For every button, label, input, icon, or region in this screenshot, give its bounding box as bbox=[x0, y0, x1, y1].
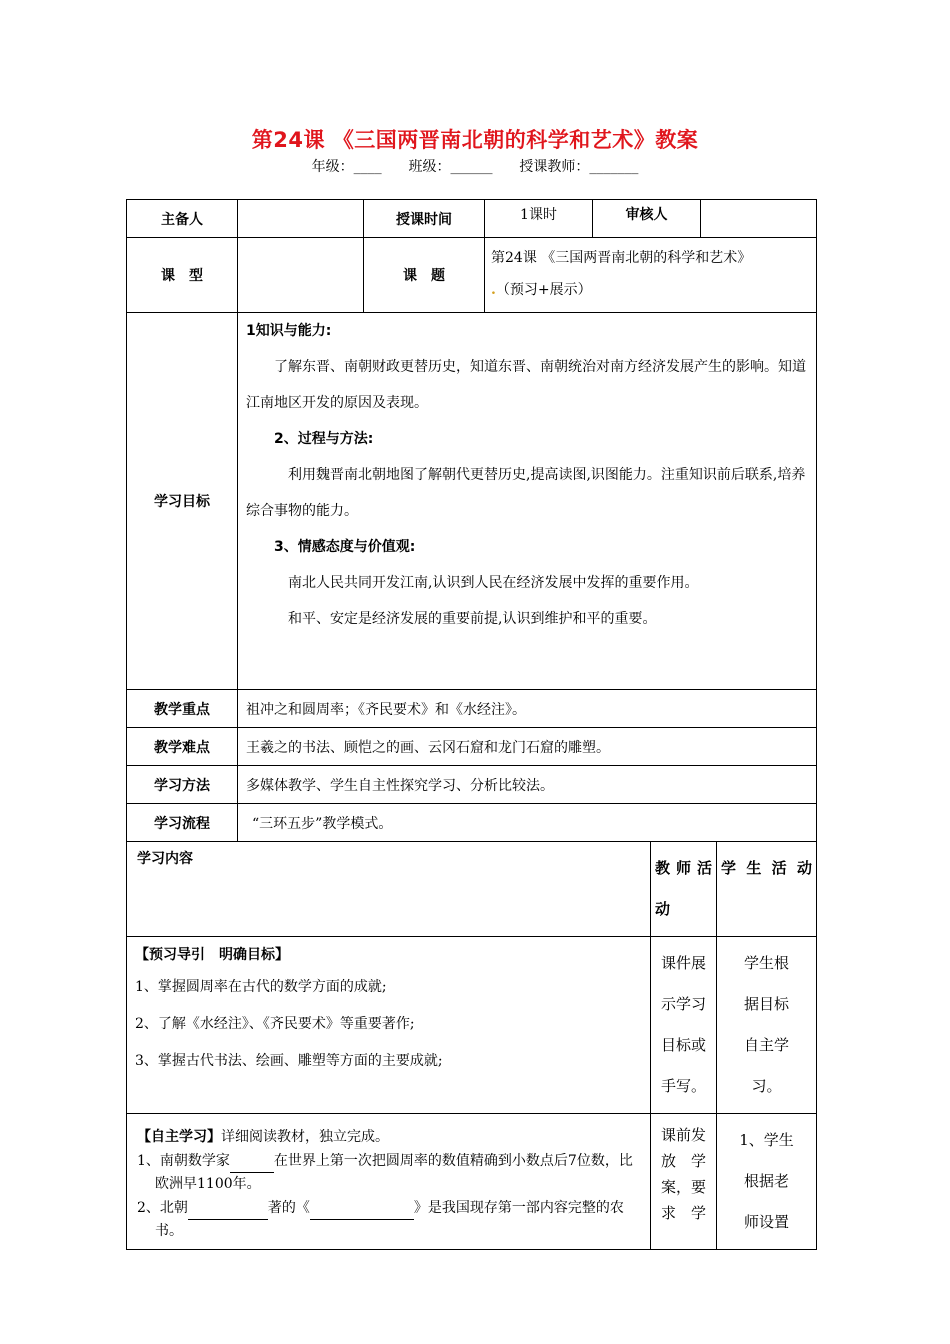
time-label: 授课时间 bbox=[364, 200, 485, 238]
reviewer-value[interactable] bbox=[701, 200, 817, 238]
selfstudy-row bbox=[127, 1114, 817, 1250]
lesson-plan-table bbox=[126, 199, 817, 1250]
activity-line: 学生根 bbox=[743, 954, 789, 972]
activity-line: 据目标 bbox=[743, 995, 789, 1013]
preview-item: 1、掌握圆周率在古代的数学方面的成就; bbox=[135, 979, 387, 995]
activity-line: 案，要 bbox=[660, 1178, 706, 1196]
teacher-activity-header bbox=[651, 842, 717, 937]
topic-value bbox=[485, 238, 817, 313]
bullet-dot-icon: . bbox=[491, 282, 496, 298]
q2-middle: 著的《 bbox=[267, 1200, 310, 1216]
objective-text-1: 了解东晋、南朝财政更替历史，知道东晋、南朝统治对南方经济发展产生的影响。知道江南地区开发的原因及表现。 bbox=[246, 359, 806, 411]
selfstudy-content bbox=[127, 1114, 651, 1250]
header-fields bbox=[0, 156, 950, 176]
topic-label: 课 题 bbox=[364, 238, 485, 313]
objectives-row bbox=[127, 313, 817, 690]
teacher-activity-header-text: 教师活动 bbox=[655, 859, 712, 918]
flow-label: 学习流程 bbox=[127, 804, 238, 842]
content-label: 学习内容 bbox=[127, 842, 651, 937]
q2-suffix: 》是我国现存第一部内容完整的农书。 bbox=[155, 1200, 624, 1239]
method-value: 多媒体教学、学生自主性探究学习、分析比较法。 bbox=[238, 766, 817, 804]
type-value[interactable] bbox=[238, 238, 364, 313]
preview-student-activity bbox=[717, 937, 817, 1114]
method-label: 学习方法 bbox=[127, 766, 238, 804]
content-header-row bbox=[127, 842, 817, 937]
selfstudy-intro-line bbox=[137, 1126, 642, 1149]
info-row-1 bbox=[127, 200, 817, 238]
class-blank: ______ bbox=[450, 159, 493, 175]
activity-line: 自主学 bbox=[743, 1036, 789, 1054]
topic-line-2-wrap bbox=[491, 274, 810, 306]
preview-heading: 【预习导引 明确目标】 bbox=[135, 947, 289, 963]
objective-heading-2: 2、过程与方法: bbox=[274, 431, 374, 447]
selfstudy-question-2 bbox=[137, 1196, 642, 1243]
activity-line: 1、学生 bbox=[739, 1131, 794, 1149]
objective-text-2: 利用魏晋南北朝地图了解朝代更替历史,提高读图,识图能力。注重知识前后联系,培养综合事物的能力。 bbox=[246, 467, 806, 519]
q1-prefix: 1、南朝数学家 bbox=[137, 1153, 230, 1169]
objectives-label: 学习目标 bbox=[127, 313, 238, 690]
teacher-label: 授课教师： bbox=[519, 159, 590, 175]
activity-line: 习。 bbox=[751, 1077, 782, 1095]
key-point-row bbox=[127, 690, 817, 728]
selfstudy-teacher-activity bbox=[651, 1114, 717, 1250]
difficulty-row bbox=[127, 728, 817, 766]
q2-author-blank[interactable] bbox=[188, 1196, 268, 1220]
key-point-value: 祖冲之和圆周率；《齐民要术》和《水经注》。 bbox=[238, 690, 817, 728]
preview-item: 2、了解《水经注》、《齐民要术》等重要著作; bbox=[135, 1016, 415, 1032]
grade-label: 年级： bbox=[311, 159, 354, 175]
activity-line: 放 学 bbox=[660, 1152, 706, 1170]
preview-content bbox=[127, 937, 651, 1114]
type-label-text: 课 型 bbox=[161, 268, 203, 284]
grade-blank: ____ bbox=[353, 159, 382, 175]
activity-line: 手写。 bbox=[660, 1077, 706, 1095]
class-label: 班级： bbox=[408, 159, 451, 175]
flow-value: “三环五步”教学模式。 bbox=[238, 804, 817, 842]
teacher-blank: _______ bbox=[589, 159, 639, 175]
q1-answer-blank[interactable] bbox=[230, 1149, 274, 1173]
activity-line: 课前发 bbox=[660, 1126, 706, 1144]
difficulty-value: 王羲之的书法、顾恺之的画、云冈石窟和龙门石窟的雕塑。 bbox=[238, 728, 817, 766]
selfstudy-heading: 【自主学习】 bbox=[137, 1129, 221, 1145]
flow-row bbox=[127, 804, 817, 842]
objectives-content bbox=[238, 313, 817, 690]
difficulty-label: 教学难点 bbox=[127, 728, 238, 766]
topic-line-1: 第24课 《三国两晋南北朝的科学和艺术》 bbox=[491, 250, 752, 266]
preview-item: 3、掌握古代书法、绘画、雕塑等方面的主要成就; bbox=[135, 1053, 443, 1069]
objective-heading-3: 3、情感态度与价值观: bbox=[274, 539, 416, 555]
q2-prefix: 2、北朝 bbox=[137, 1200, 188, 1216]
topic-line-2: （预习+展示） bbox=[495, 282, 592, 298]
selfstudy-question-1 bbox=[137, 1149, 642, 1196]
type-label bbox=[127, 238, 238, 313]
activity-line: 师设置 bbox=[743, 1213, 789, 1231]
reviewer-label: 审核人 bbox=[593, 200, 701, 238]
q2-book-blank[interactable] bbox=[310, 1196, 414, 1220]
hours-value: 1课时 bbox=[485, 200, 593, 238]
selfstudy-intro: 详细阅读教材，独立完成。 bbox=[221, 1129, 389, 1145]
objective-text-4: 和平、安定是经济发展的重要前提,认识到维护和平的重要。 bbox=[288, 611, 657, 627]
activity-line: 根据老 bbox=[743, 1172, 789, 1190]
student-activity-header-text: 学生活动 bbox=[721, 859, 812, 877]
student-activity-header bbox=[717, 842, 817, 937]
q1-suffix: 在世界上第一次把圆周率的数值精确到小数点后7位数，比欧洲早1100年。 bbox=[155, 1153, 633, 1192]
activity-line: 课件展 bbox=[660, 954, 706, 972]
info-row-2 bbox=[127, 238, 817, 313]
activity-line: 目标或 bbox=[660, 1036, 706, 1054]
preview-row bbox=[127, 937, 817, 1114]
preparer-value[interactable] bbox=[238, 200, 364, 238]
activity-line: 示学习 bbox=[660, 995, 706, 1013]
document-title: 第24课 《三国两晋南北朝的科学和艺术》教案 bbox=[251, 128, 699, 152]
preparer-label: 主备人 bbox=[127, 200, 238, 238]
objective-heading-1: 1知识与能力: bbox=[246, 323, 332, 339]
activity-line: 求 学 bbox=[660, 1204, 706, 1222]
objective-text-3: 南北人民共同开发江南,认识到人民在经济发展中发挥的重要作用。 bbox=[288, 575, 699, 591]
key-point-label: 教学重点 bbox=[127, 690, 238, 728]
selfstudy-student-activity bbox=[717, 1114, 817, 1250]
preview-teacher-activity bbox=[651, 937, 717, 1114]
method-row bbox=[127, 766, 817, 804]
